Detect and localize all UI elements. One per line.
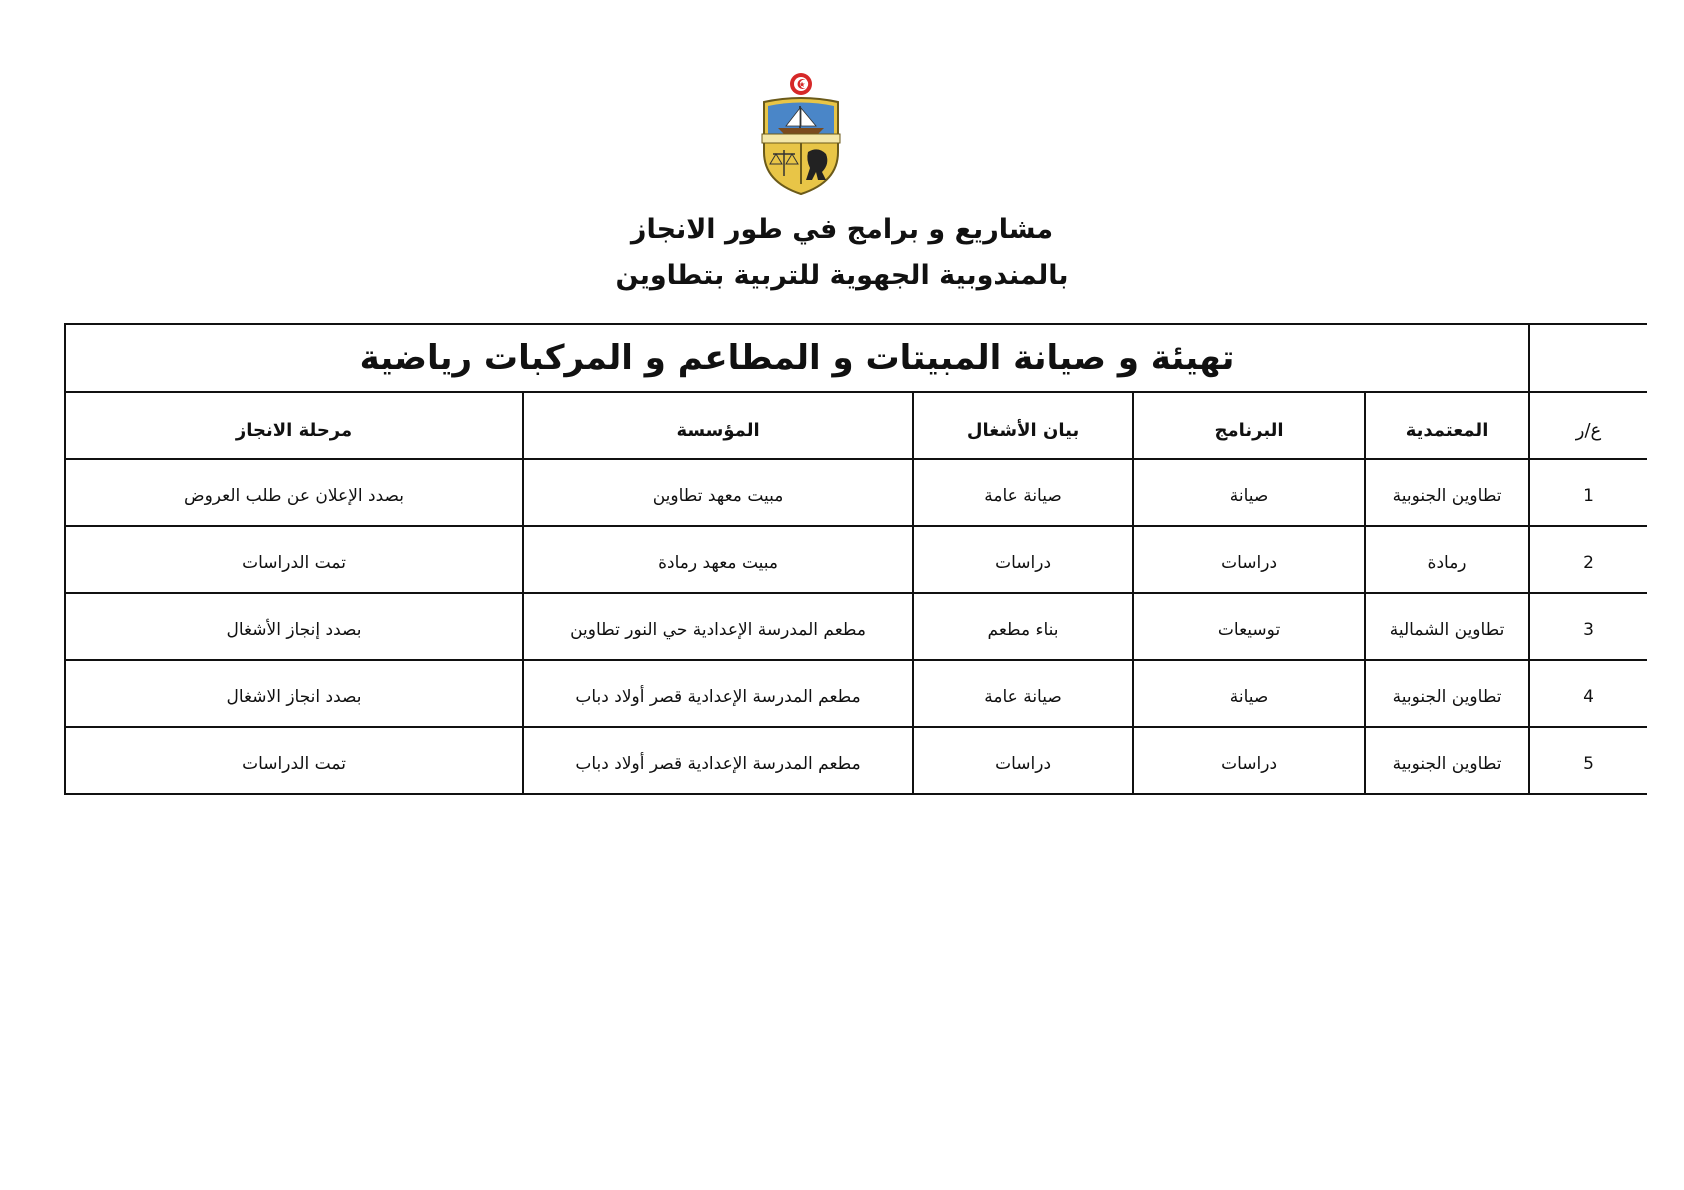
cell-stage: بصدد الإعلان عن طلب العروض: [65, 459, 523, 526]
page-subtitle: بالمندوبية الجهوية للتربية بتطاوين: [615, 260, 1069, 291]
page-title: مشاريع و برامج في طور الانجاز: [630, 214, 1054, 245]
header-works: بيان الأشغال: [913, 392, 1133, 459]
cell-num: 2: [1529, 526, 1647, 593]
cell-stage: بصدد انجاز الاشغال: [65, 660, 523, 727]
table-row: [65, 660, 1647, 727]
cell-works: صيانة عامة: [913, 660, 1133, 727]
cell-institution: مبيت معهد رمادة: [523, 526, 913, 593]
table-row: [65, 593, 1647, 660]
cell-institution: مطعم المدرسة الإعدادية حي النور تطاوين: [523, 593, 913, 660]
cell-institution: مبيت معهد تطاوين: [523, 459, 913, 526]
cell-stage: تمت الدراسات: [65, 526, 523, 593]
cell-works: دراسات: [913, 526, 1133, 593]
cell-program: توسيعات: [1133, 593, 1365, 660]
section-title: تهيئة و صيانة المبيتات و المطاعم و المركبات رياضية: [65, 324, 1529, 392]
cell-num: 3: [1529, 593, 1647, 660]
section-title-empty-cell: [1529, 324, 1647, 392]
header-num: ع/ر: [1529, 392, 1647, 459]
header-institution: المؤسسة: [523, 392, 913, 459]
header-program: البرنامج: [1133, 392, 1365, 459]
header-stage: مرحلة الانجاز: [65, 392, 523, 459]
cell-delegation: تطاوين الشمالية: [1365, 593, 1529, 660]
header-delegation: المعتمدية: [1365, 392, 1529, 459]
cell-works: دراسات: [913, 727, 1133, 794]
cell-program: صيانة: [1133, 660, 1365, 727]
cell-institution: مطعم المدرسة الإعدادية قصر أولاد دباب: [523, 660, 913, 727]
tunisia-coat-of-arms-icon: [756, 72, 846, 196]
table-row: [65, 727, 1647, 794]
cell-stage: تمت الدراسات: [65, 727, 523, 794]
header-row: [65, 392, 1647, 459]
cell-delegation: تطاوين الجنوبية: [1365, 459, 1529, 526]
cell-program: دراسات: [1133, 526, 1365, 593]
cell-program: دراسات: [1133, 727, 1365, 794]
cell-num: 5: [1529, 727, 1647, 794]
cell-num: 4: [1529, 660, 1647, 727]
section-title-row: [65, 324, 1647, 392]
cell-delegation: رمادة: [1365, 526, 1529, 593]
cell-works: بناء مطعم: [913, 593, 1133, 660]
cell-delegation: تطاوين الجنوبية: [1365, 727, 1529, 794]
cell-num: 1: [1529, 459, 1647, 526]
cell-works: صيانة عامة: [913, 459, 1133, 526]
table-row: [65, 459, 1647, 526]
cell-program: صيانة: [1133, 459, 1365, 526]
cell-institution: مطعم المدرسة الإعدادية قصر أولاد دباب: [523, 727, 913, 794]
cell-stage: بصدد إنجاز الأشغال: [65, 593, 523, 660]
projects-table: [64, 323, 1647, 795]
table-row: [65, 526, 1647, 593]
cell-delegation: تطاوين الجنوبية: [1365, 660, 1529, 727]
projects-table-wrapper: [64, 323, 1646, 795]
